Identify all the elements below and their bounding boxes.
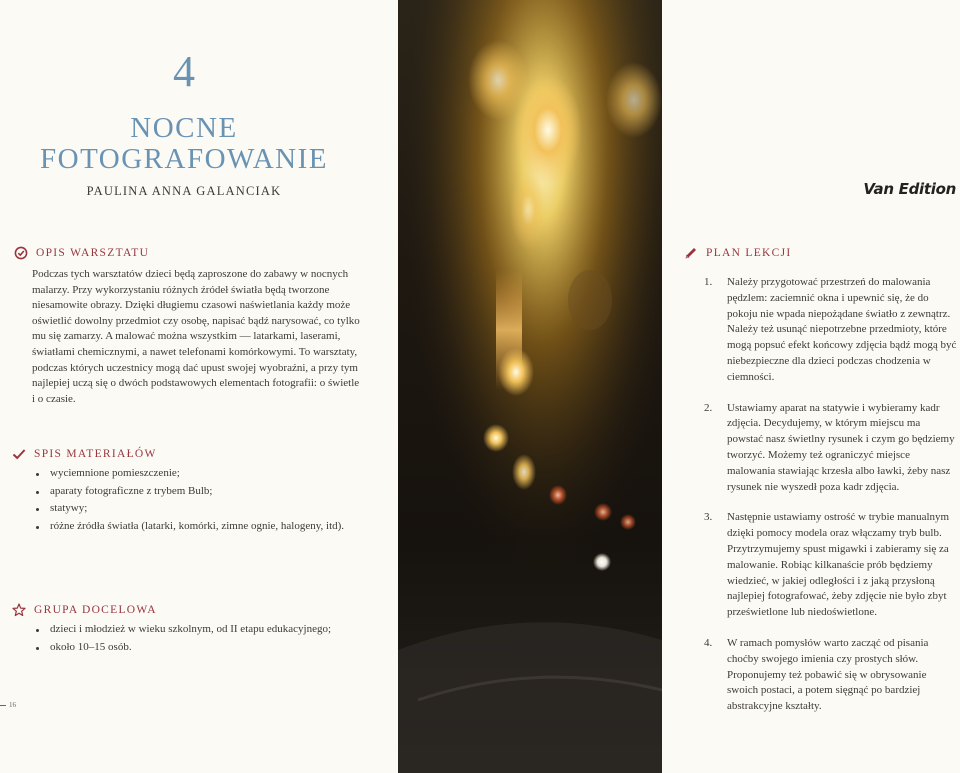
night-photo-image <box>398 0 662 773</box>
left-page <box>0 0 398 773</box>
check-circle-icon <box>14 246 28 260</box>
step-text: Ustawiamy aparat na statywie i wybieramy kadr zdjęcia. Decydujemy, w którym miejscu ma powstać nasz świetlny rysunek i czym go będziemy tworzyć. Możemy też ograniczyć miejsce malowania stawiając krzesła albo ławki, żeby nasz rysunek nie wyszedł poza kadr zdjęcia. <box>727 401 955 493</box>
page-number-label: 16 <box>9 701 16 709</box>
list-item: aparaty fotograficzne z trybem Bulb; <box>30 483 370 501</box>
section-heading-plan <box>684 246 792 260</box>
grupa-list <box>30 621 370 656</box>
section-heading-materialy-label: SPIS MATERIAŁÓW <box>34 448 157 460</box>
list-item: dzieci i młodzież w wieku szkolnym, od II etapu edukacyjnego; <box>30 621 370 639</box>
star-icon <box>12 603 26 617</box>
step-text: Należy przygotować przestrzeń do malowania pędzlem: zaciemnić okna i upewnić się, że do pokoju nie wpada niepożądane światło z zewnątrz. Należy też usunąć niepotrzebne przedmioty, które mogą popsuć efekt końcowy zdjęcia bądź mogą być niebezpieczne dla dzieci podczas chodzenia w ciemności. <box>727 276 957 383</box>
author-name: PAULINA ANNA GALANCIAK <box>86 184 282 198</box>
pencil-icon <box>684 246 698 260</box>
list-item <box>702 275 958 386</box>
list-item: różne źródła światła (latarki, komórki, zimne ognie, halogeny, itd). <box>30 518 370 536</box>
night-photo <box>398 0 662 773</box>
step-number: 4. <box>704 636 713 649</box>
chapter-title-line2: FOTOGRAFOWANIE <box>40 143 328 175</box>
section-heading-opis <box>14 246 149 260</box>
chapter-title <box>0 113 368 175</box>
list-item: statywy; <box>30 500 370 518</box>
plan-steps-list <box>702 275 958 730</box>
opis-text: Podczas tych warsztatów dzieci będą zaproszone do zabawy w nocnych malarzy. Przy wykorzystaniu różnych źródeł światła będą tworzone niesamowite obrazy. Dzięki długiemu czasowi naświetlania każdy może oświetlić dowolny przedmiot czy osobę, napisać bądź narysować, co tylko mu się zamarzy. A malować można wszystkim — latarkami, laserami, światłami chemicznymi, a nawet telefonami komórkowymi. To warsztaty, podczas których uczestnicy mogą dać upust swojej wyobraźni, a przy tym najlepiej uczą się o dwóch podstawowych elementach fotografii: o świetle i o czasie. <box>32 268 360 405</box>
section-heading-opis-label: OPIS WARSZTATU <box>36 247 150 259</box>
materialy-list <box>30 465 370 535</box>
chapter-number: 4 <box>173 47 195 96</box>
list-item: około 10–15 osób. <box>30 639 370 657</box>
right-page <box>662 0 960 773</box>
list-item <box>702 510 958 621</box>
section-heading-plan-label: PLAN LEKCJI <box>706 247 792 259</box>
brand-logo: Van Edition <box>863 180 956 198</box>
section-heading-materialy <box>12 447 157 461</box>
page-number-rule <box>0 705 6 706</box>
step-number: 1. <box>704 276 713 288</box>
list-item <box>702 636 958 715</box>
step-text: W ramach pomysłów warto zacząć od pisania choćby swojego imienia czy prostych słów. Proponujemy też pobawić się w obrysowanie swoich postaci, a potem sięgnąć po bardziej abstrakcyjne kształty. <box>727 636 929 713</box>
section-heading-grupa <box>12 603 157 617</box>
chapter-title-line1: NOCNE <box>130 112 238 144</box>
section-heading-grupa-label: GRUPA DOCELOWA <box>34 604 157 616</box>
page-number <box>0 701 16 709</box>
list-item: wyciemnione pomieszczenie; <box>30 465 370 483</box>
step-number: 2. <box>704 401 713 414</box>
step-text: Następnie ustawiamy ostrość w trybie manualnym dzięki pomocy modela oraz włączamy tryb bulb. Przytrzymujemy spust migawki i zabieramy się za malowanie. Robiąc kilkanaście prób będziemy wiedzieć, w jakiej odległości i z jaką przysłoną najlepiej fotografować, żeby zdjęcie nie było zbyt prześwietlone lub niedoświetlone. <box>727 511 950 619</box>
list-item <box>702 401 958 496</box>
step-number: 3. <box>704 511 713 524</box>
checkmark-icon <box>12 447 26 461</box>
